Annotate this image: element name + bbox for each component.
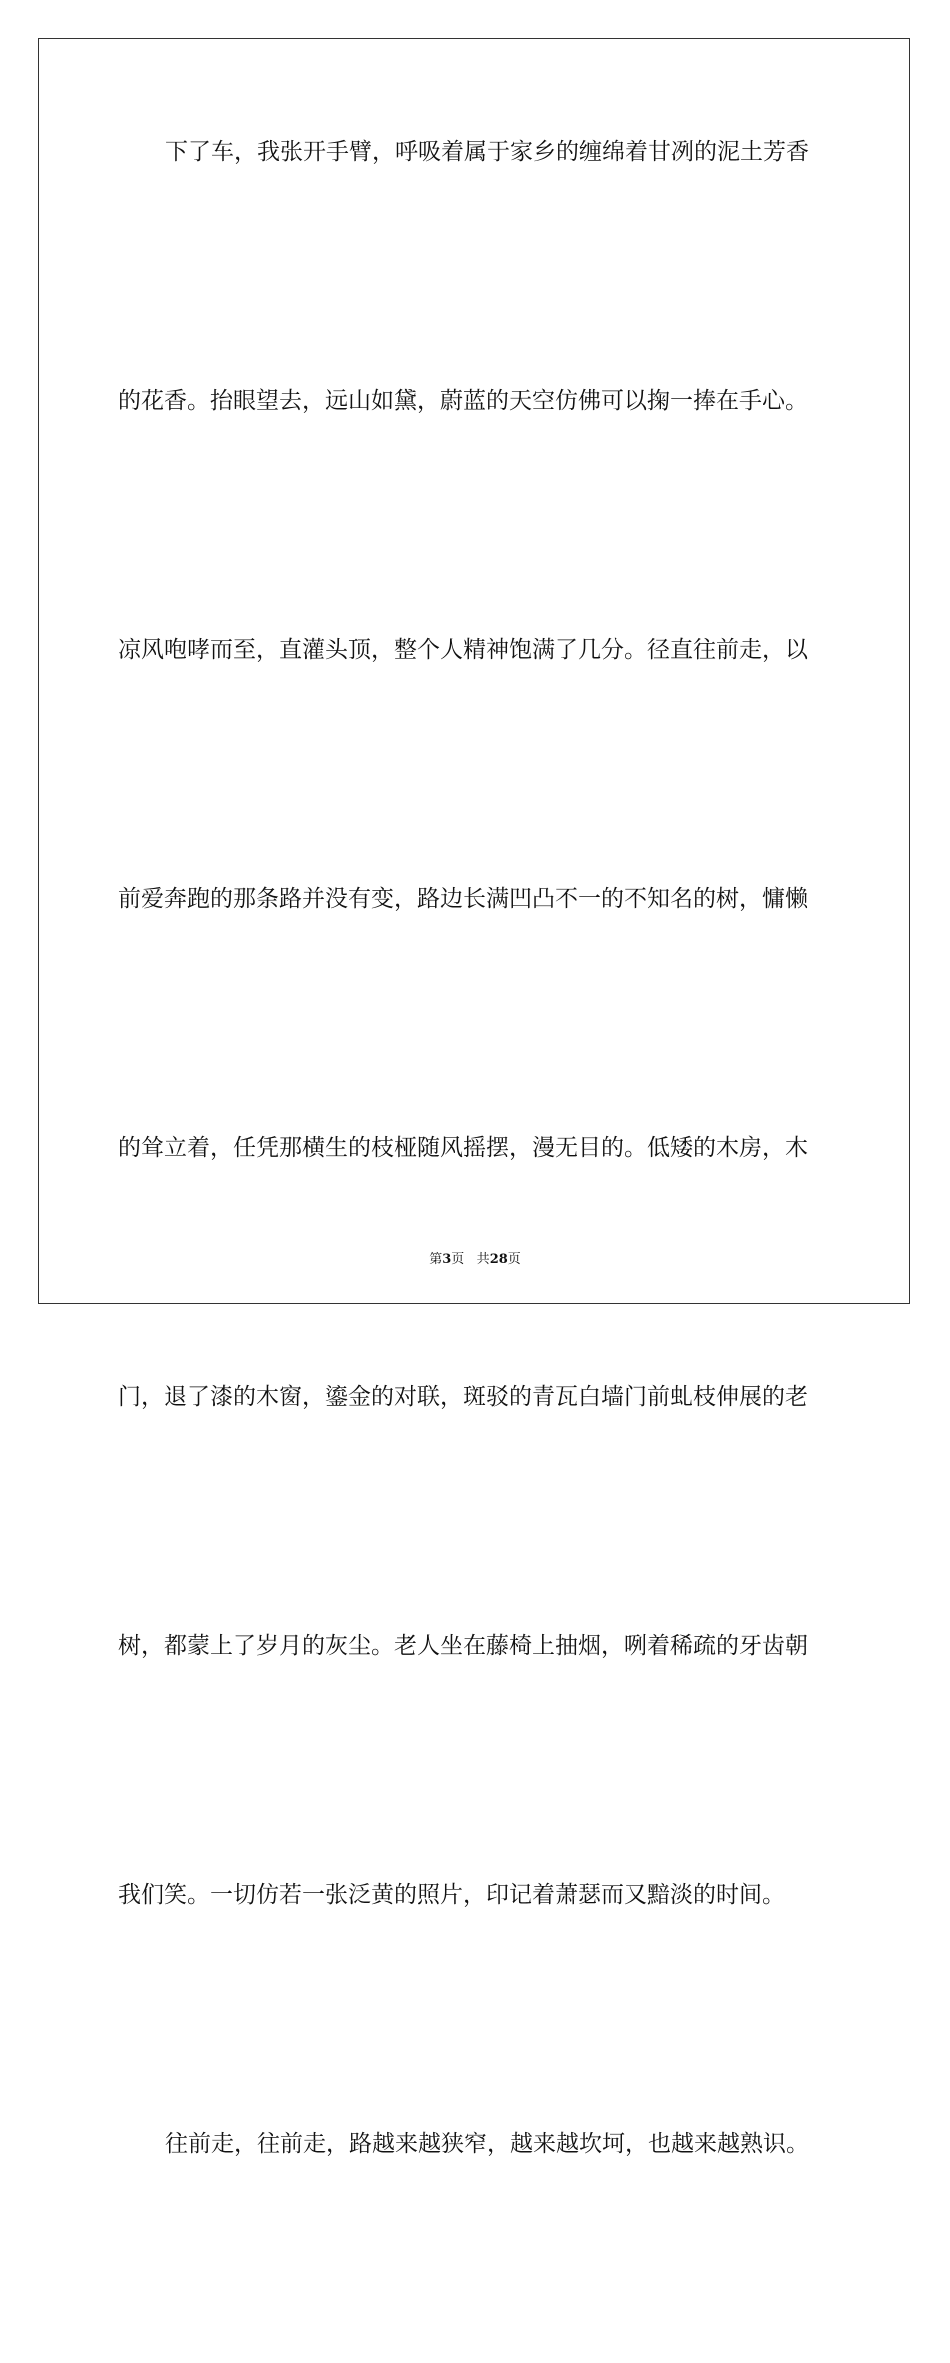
- page-prefix: 第: [429, 1252, 443, 1267]
- page-footer: [0, 1248, 950, 1267]
- paragraph-line: 门，退了漆的木窗，鎏金的对联，斑驳的青瓦白墙门前虬枝伸展的老: [118, 1384, 808, 1410]
- paragraph-line: 的花香。抬眼望去，远山如黛，蔚蓝的天空仿佛可以掬一捧在手心。: [118, 388, 808, 414]
- paragraph-line: 树，都蒙上了岁月的灰尘。老人坐在藤椅上抽烟，咧着稀疏的牙齿朝: [118, 1633, 808, 1659]
- total-prefix: 共: [476, 1252, 490, 1267]
- paragraph-line: 前爱奔跑的那条路并没有变，路边长满凹凸不一的不知名的树，慵懒: [118, 886, 808, 912]
- paragraph-line: 的耸立着，任凭那横生的枝桠随风摇摆，漫无目的。低矮的木房，木: [118, 1135, 808, 1161]
- total-suffix: 页: [507, 1252, 521, 1267]
- paragraph-line: 我们笑。一切仿若一张泛黄的照片，印记着萧瑟而又黯淡的时间。: [118, 1882, 785, 1908]
- page-suffix: 页: [451, 1252, 465, 1267]
- paragraph-line: 往前走，往前走，路越来越狭窄，越来越坎坷，也越来越熟识。: [165, 2131, 809, 2157]
- paragraph-line: 凉风咆哮而至，直灌头顶，整个人精神饱满了几分。径直往前走，以: [118, 637, 808, 663]
- document-body: [118, 122, 836, 2363]
- paragraph-line: 下了车，我张开手臂，呼吸着属于家乡的缠绵着甘冽的泥土芳香: [165, 139, 809, 165]
- total-pages-number: 28: [489, 1252, 508, 1267]
- current-page-number: 3: [442, 1252, 452, 1267]
